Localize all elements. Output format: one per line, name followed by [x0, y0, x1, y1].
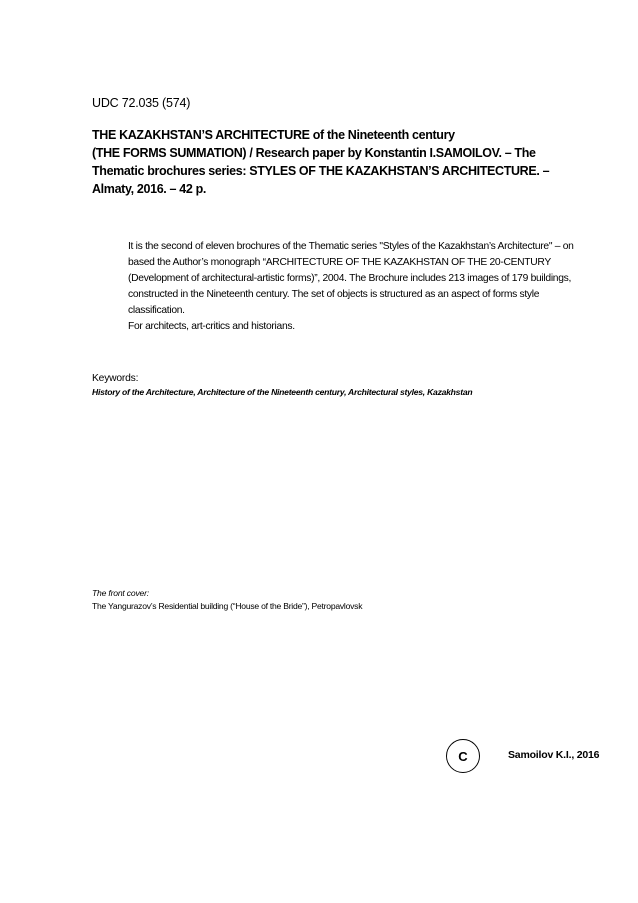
copyright-symbol: C: [458, 748, 468, 764]
keywords-list: History of the Architecture, Architecture of the Nineteenth century, Architectural styles, Kazakhstan: [92, 387, 473, 397]
front-cover-description: The Yangurazov’s Residential building (“House of the Bride”), Petropavlovsk: [92, 601, 363, 611]
title-line: THE KAZAKHSTAN’S ARCHITECTURE of the Nineteenth century: [92, 128, 455, 142]
title-line: Almaty, 2016. – 42 p.: [92, 182, 207, 196]
title-line: (THE FORMS SUMMATION) / Research paper by Konstantin I.SAMOILOV. – The: [92, 146, 536, 160]
udc-code: UDC 72.035 (574): [92, 96, 191, 110]
audience-paragraph: For architects, art-critics and historians.: [128, 321, 295, 332]
front-cover-label: The front cover:: [92, 588, 149, 598]
abstract-paragraph: It is the second of eleven brochures of the Thematic series "Styles of the Kazakhstan’s Architecture" – on based the Author’s monograph “ARCHITECTURE OF THE KAZAKHSTAN OF THE 20-CENTURY (Development of architectural-artistic forms)”, 2004. The Brochure includes 213 images of 179 buildings, constructed in the Nineteenth century. The set of objects is structured as an aspect of forms style classification.: [128, 241, 574, 316]
keywords-label: Keywords:: [92, 373, 139, 384]
copyright-text: Samoilov K.I., 2016: [508, 749, 600, 761]
title-line: Thematic brochures series: STYLES OF THE KAZAKHSTAN’S ARCHITECTURE. –: [92, 164, 550, 178]
copyright-icon: [446, 739, 480, 773]
abstract: [92, 239, 598, 335]
bibliographic-title: [92, 126, 612, 198]
